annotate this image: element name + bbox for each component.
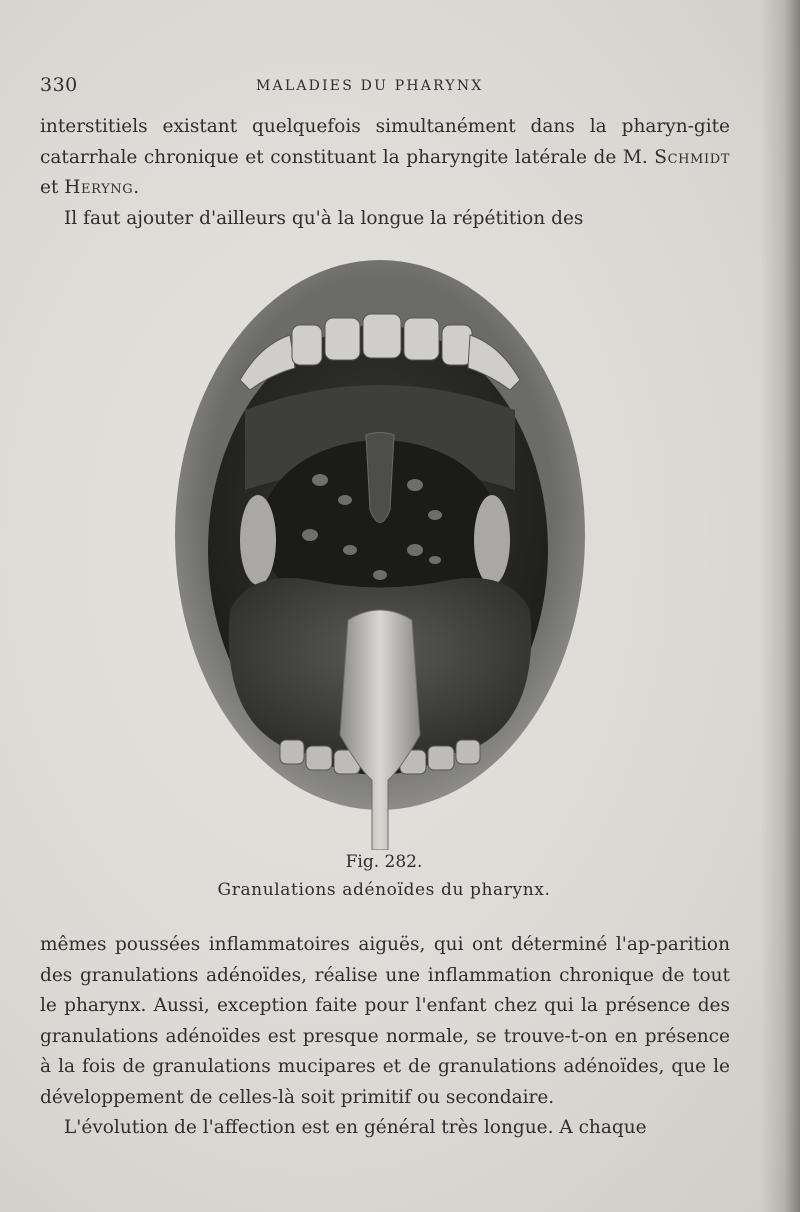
text-fragment: . bbox=[133, 177, 140, 198]
figure-number: Fig. 282. bbox=[345, 852, 423, 872]
figure-illustration bbox=[170, 250, 590, 850]
text-fragment: et bbox=[40, 177, 65, 198]
paragraph-continuation bbox=[40, 112, 730, 204]
mouth-illustration bbox=[170, 250, 590, 850]
running-head bbox=[40, 74, 720, 104]
paragraph-body: mêmes poussées inflammatoires aiguës, qui ont déterminé l'ap-parition des granulations adénoïdes, réalise une inflammation chronique de tout le pharynx. Aussi, exception faite pour l'enfant chez qui la présence des granulations adénoïdes est presque normale, se trouve-t-on en présence à la fois de granulations mucipares et de granulations adénoïdes, que le développement de celles-là soit primitif ou secondaire. bbox=[40, 934, 730, 1108]
tongue-depressor-shape bbox=[340, 610, 420, 850]
uvula-shape bbox=[366, 433, 394, 523]
paragraph-start: L'évolution de l'affection est en général très longue. A chaque bbox=[64, 1117, 647, 1138]
text-fragment: interstitiels existant quelquefois simultanément dans la pharyn-gite catarrhale chronique et constituant la pharyngite latérale de M. bbox=[40, 116, 730, 168]
figure-caption: Granulations adénoïdes du pharynx. bbox=[217, 880, 551, 900]
author-name-heryng: Heryng bbox=[64, 177, 134, 198]
page-number: 330 bbox=[40, 74, 78, 96]
page-edge-shadow bbox=[760, 0, 800, 1212]
author-name-schmidt: Schmidt bbox=[654, 146, 730, 168]
paragraph-start: Il faut ajouter d'ailleurs qu'à la longue la répétition des bbox=[64, 207, 584, 229]
text-block-top bbox=[40, 112, 730, 234]
text-block-bottom bbox=[40, 930, 730, 1144]
running-title: MALADIES DU PHARYNX bbox=[256, 78, 484, 94]
